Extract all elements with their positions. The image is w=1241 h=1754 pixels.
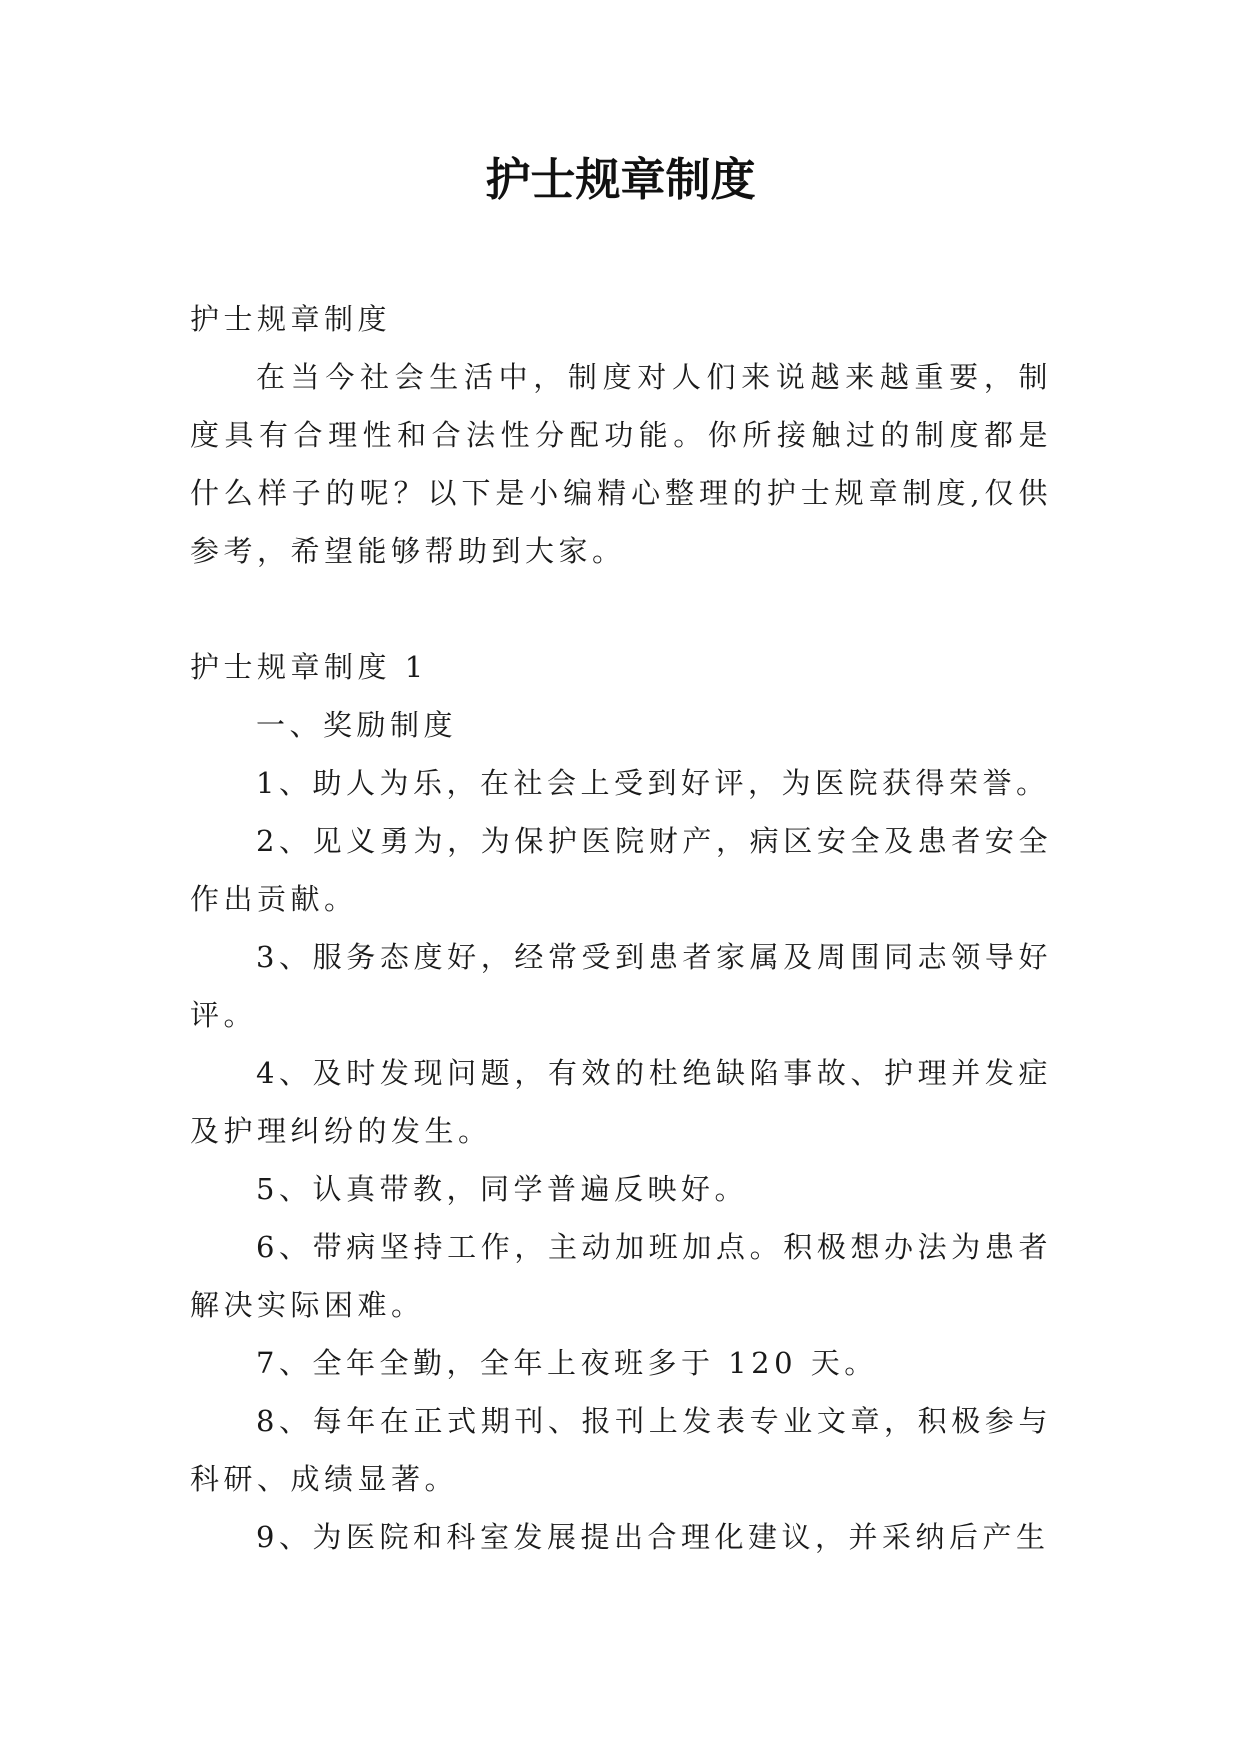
list-item: 6、带病坚持工作，主动加班加点。积极想办法为患者解决实际困难。 (190, 1230, 1052, 1322)
document-body (190, 290, 1052, 1566)
section-subheading: 一、奖励制度 (256, 708, 458, 742)
list-item: 8、每年在正式期刊、报刊上发表专业文章，积极参与科研、成绩显著。 (190, 1404, 1052, 1496)
document-subtitle: 护士规章制度 (190, 302, 392, 336)
intro-paragraph: 在当今社会生活中，制度对人们来说越来越重要，制度具有合理性和合法性分配功能。你所接触过的制度都是什么样子的呢？以下是小编精心整理的护士规章制度,仅供参考，希望能够帮助到大家。 (190, 360, 1052, 568)
document-title: 护士规章制度 (485, 153, 756, 206)
list-item: 2、见义勇为，为保护医院财产，病区安全及患者安全作出贡献。 (190, 824, 1052, 916)
list-item: 4、及时发现问题，有效的杜绝缺陷事故、护理并发症及护理纠纷的发生。 (190, 1056, 1052, 1148)
list-item: 5、认真带教，同学普遍反映好。 (256, 1172, 748, 1206)
list-item: 9、为医院和科室发展提出合理化建议，并采纳后产生 (256, 1520, 1050, 1554)
section-heading: 护士规章制度 1 (190, 650, 428, 684)
list-item: 3、服务态度好，经常受到患者家属及周围同志领导好评。 (190, 940, 1052, 1032)
list-item: 7、全年全勤，全年上夜班多于 120 天。 (256, 1346, 878, 1380)
list-item: 1、助人为乐，在社会上受到好评，为医院获得荣誉。 (256, 766, 1050, 800)
paragraph-spacer (190, 580, 1052, 638)
